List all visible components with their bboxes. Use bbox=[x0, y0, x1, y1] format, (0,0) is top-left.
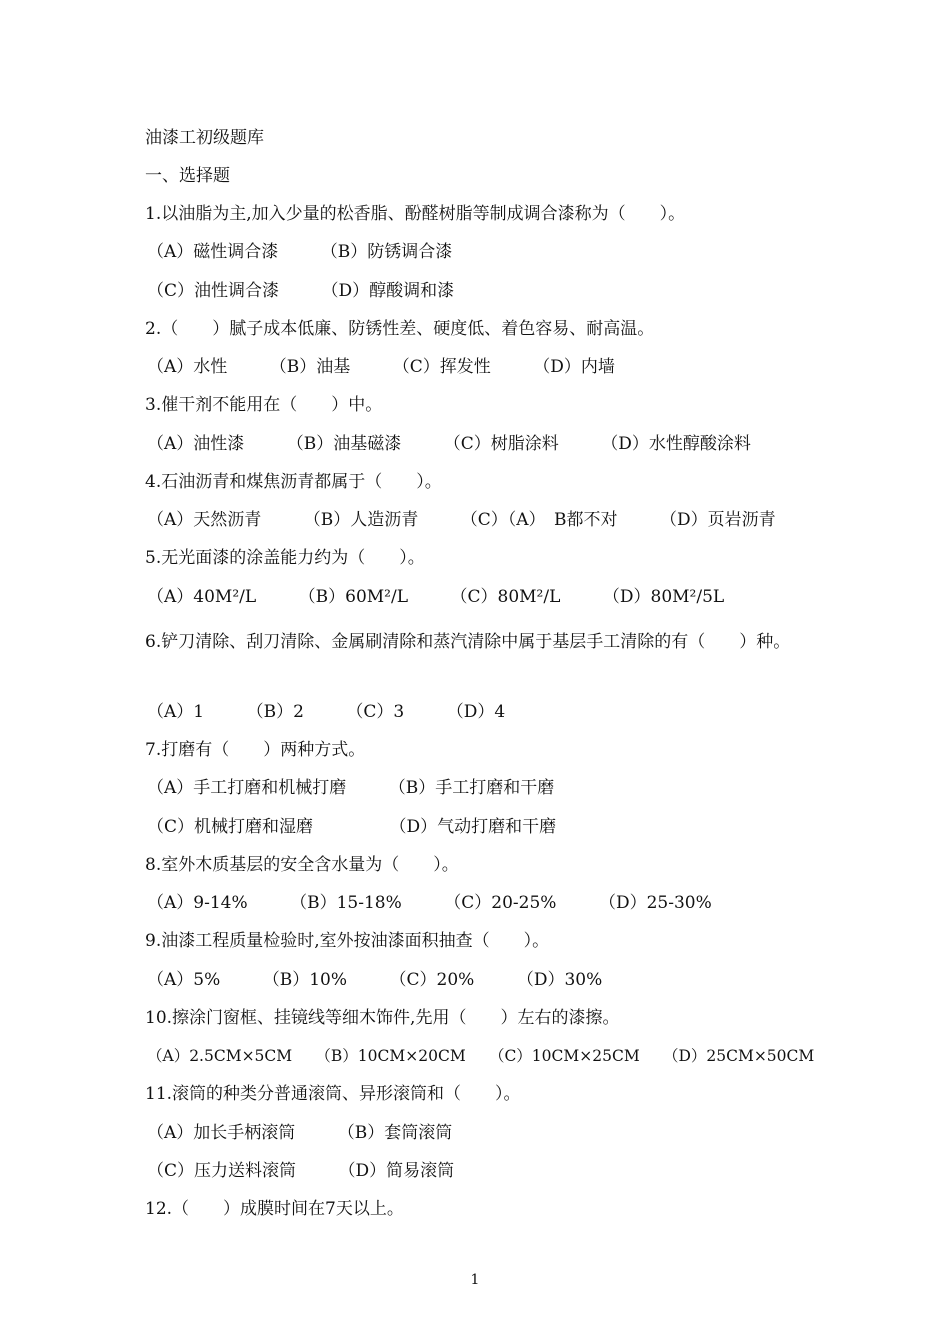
options-3: （A）油性漆 （B）油基磁漆 （C）树脂涂料 （D）水性醇酸涂料 bbox=[147, 434, 751, 454]
options-1-ab: （A）磁性调合漆 （B）防锈调合漆 bbox=[147, 242, 453, 262]
options-2: （A）水性 （B）油基 （C）挥发性 （D）内墙 bbox=[147, 357, 615, 377]
question-5: 5.无光面漆的涂盖能力约为（ ）。 bbox=[145, 548, 425, 568]
question-9: 9.油漆工程质量检验时,室外按油漆面积抽查（ ）。 bbox=[145, 931, 550, 951]
question-7: 7.打磨有（ ）两种方式。 bbox=[145, 740, 366, 760]
options-8: （A）9-14% （B）15-18% （C）20-25% （D）25-30% bbox=[147, 893, 712, 913]
page-number: 1 bbox=[470, 1272, 480, 1288]
question-4: 4.石油沥青和煤焦沥青都属于（ ）。 bbox=[145, 472, 442, 492]
section-heading: 一、选择题 bbox=[145, 166, 230, 186]
question-12: 12.（ ）成膜时间在7天以上。 bbox=[145, 1199, 404, 1219]
options-4: （A）天然沥青 （B）人造沥青 （C）（A） B都不对 （D）页岩沥青 bbox=[147, 510, 776, 530]
question-3: 3.催干剂不能用在（ ）中。 bbox=[145, 395, 383, 415]
question-1: 1.以油脂为主,加入少量的松香脂、酚醛树脂等制成调合漆称为（ ）。 bbox=[145, 204, 686, 224]
question-11: 11.滚筒的种类分普通滚筒、异形滚筒和（ ）。 bbox=[145, 1084, 521, 1104]
options-9: （A）5% （B）10% （C）20% （D）30% bbox=[147, 970, 603, 990]
document-title: 油漆工初级题库 bbox=[145, 128, 264, 148]
options-1-cd: （C）油性调合漆 （D）醇酸调和漆 bbox=[147, 281, 455, 301]
options-11-cd: （C）压力送料滚筒 （D）简易滚筒 bbox=[147, 1161, 455, 1181]
options-11-ab: （A）加长手柄滚筒 （B）套筒滚筒 bbox=[147, 1123, 453, 1143]
question-2: 2.（ ）腻子成本低廉、防锈性差、硬度低、着色容易、耐高温。 bbox=[145, 319, 655, 339]
options-5: （A）40M²/L （B）60M²/L （C）80M²/L （D）80M²/5L bbox=[147, 587, 725, 607]
options-10: （A）2.5CM×5CM （B）10CM×20CM （C）10CM×25CM （D）25CM×50CM bbox=[147, 1047, 815, 1065]
options-7-cd: （C）机械打磨和湿磨 （D）气动打磨和干磨 bbox=[147, 817, 557, 837]
options-7-ab: （A）手工打磨和机械打磨 （B）手工打磨和干磨 bbox=[147, 778, 555, 798]
question-10: 10.擦涂门窗框、挂镜线等细木饰件,先用（ ）左右的漆擦。 bbox=[145, 1008, 620, 1028]
question-6: 6.铲刀清除、刮刀清除、金属刷清除和蒸汽清除中属于基层手工清除的有（ ）种。 bbox=[145, 632, 791, 652]
options-6: （A）1 （B）2 （C）3 （D）4 bbox=[147, 702, 506, 722]
question-8: 8.室外木质基层的安全含水量为（ ）。 bbox=[145, 855, 459, 875]
